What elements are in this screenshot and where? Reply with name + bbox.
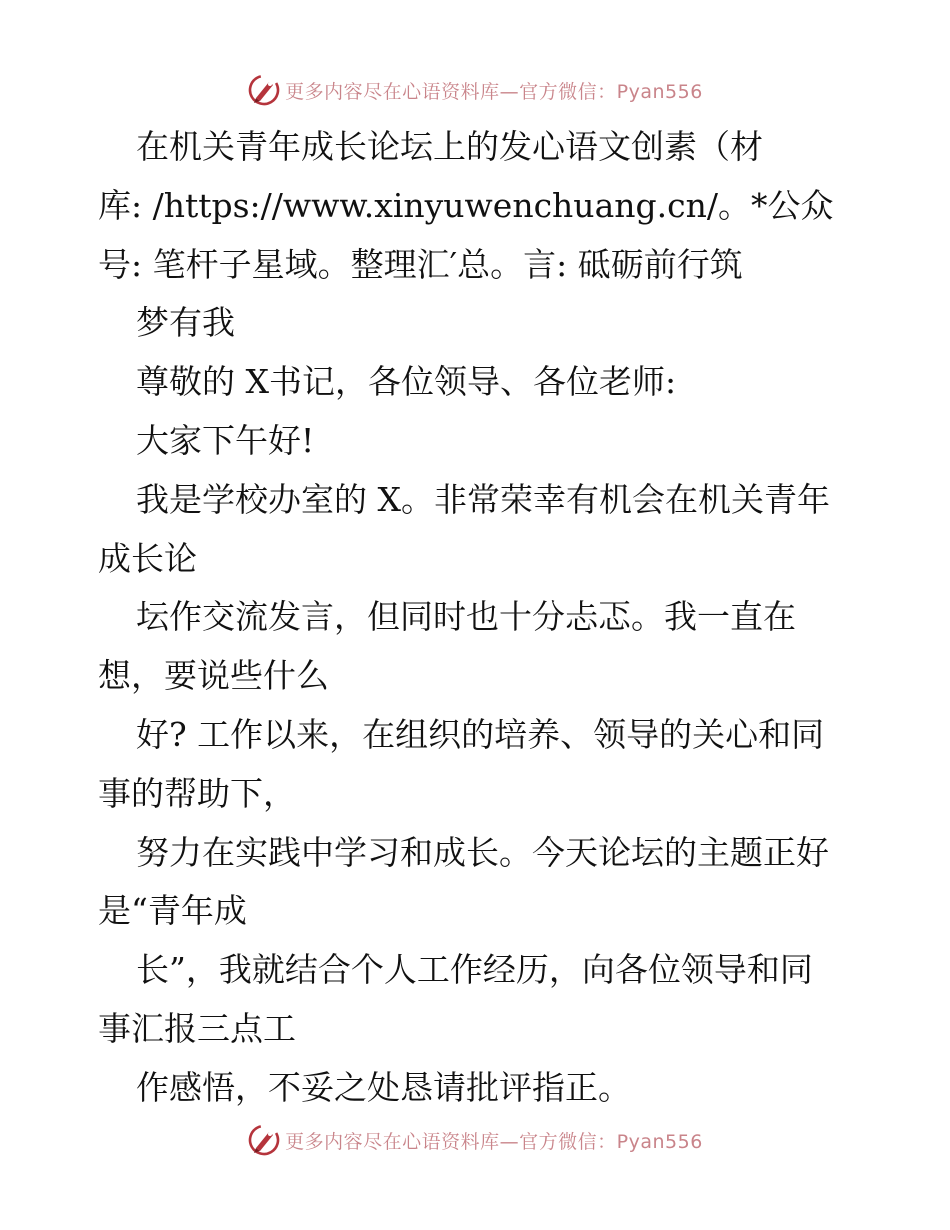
body-line: 作感悟，不妥之处恳请批评指正。 <box>136 1067 631 1107</box>
body-line: 成长论 <box>98 538 197 578</box>
body-line: 努力在实践中学习和成长。今天论坛的主题正好 <box>136 832 829 872</box>
body-line: 大家下午好! <box>136 420 315 460</box>
body-line: 长”，我就结合个人工作经历，向各位领导和同 <box>136 950 813 990</box>
header-banner <box>0 70 950 110</box>
body-line: 想，要说些什么 <box>98 656 329 696</box>
body-line: 事汇报三点工 <box>98 1008 296 1048</box>
body-line: 好? 工作以来，在组织的培养、领导的关心和同 <box>136 714 825 754</box>
body-line: 号: 笔杆子星域。整理汇′总。言: 砥砺前行筑 <box>98 244 743 284</box>
body-line: 在机关青年成长论坛上的发心语文创素（材 <box>136 127 763 166</box>
body-line: 尊敬的 X书记，各位领导、各位老师: <box>136 362 677 402</box>
body-line: 是“青年成 <box>98 891 247 931</box>
body-line: 事的帮助下， <box>98 773 296 813</box>
pen-logo-icon <box>247 1123 281 1157</box>
footer-banner <box>0 1120 950 1160</box>
document-body <box>98 118 868 1118</box>
footer-banner-text: 更多内容尽在心语资料库—官方微信：Pyan556 <box>285 1130 703 1153</box>
header-banner-text: 更多内容尽在心语资料库—官方微信：Pyan556 <box>285 80 703 103</box>
body-line: 库: /https://www.xinyuwenchuang.cn/。*公众 <box>98 185 834 225</box>
body-line: 我是学校办室的 X。非常荣幸有机会在机关青年 <box>136 479 830 519</box>
pen-logo-icon <box>247 73 281 107</box>
body-line: 坛作交流发言，但同时也十分忐忑。我一直在 <box>136 597 796 637</box>
body-line: 梦有我 <box>136 303 235 343</box>
